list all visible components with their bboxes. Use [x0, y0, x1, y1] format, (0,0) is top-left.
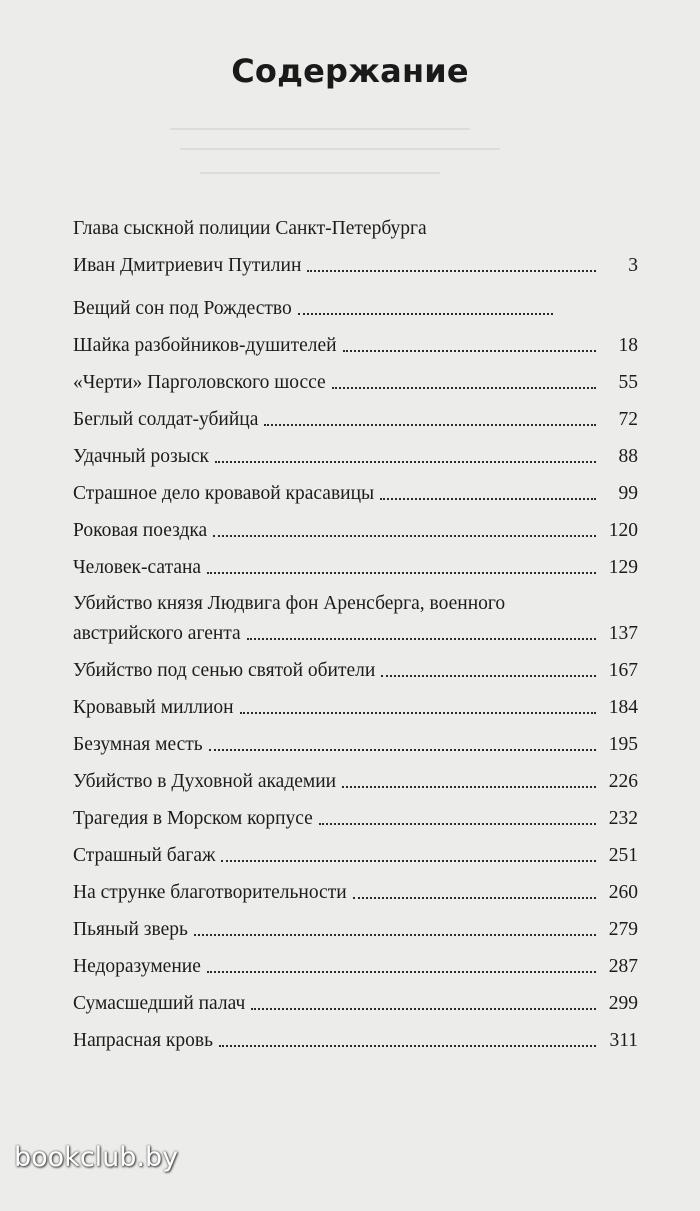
toc-entry	[73, 394, 638, 431]
toc-page-number: 72	[618, 409, 638, 430]
toc-page-number: 226	[608, 771, 638, 792]
toc-entry	[73, 1015, 638, 1052]
page-title: Содержание	[231, 52, 469, 90]
toc-page-number: 3	[628, 255, 638, 276]
dot-leader	[319, 823, 596, 825]
dot-leader	[343, 350, 596, 352]
dot-leader	[207, 971, 596, 973]
toc-entry-title: Безумная месть	[73, 734, 203, 755]
toc-entry-title: Кровавый миллион	[73, 697, 234, 718]
toc-entry	[73, 542, 638, 579]
toc-entry-title: австрийского агента	[73, 623, 241, 644]
toc-page-number: 279	[608, 919, 638, 940]
toc-entry-title: Убийство князя Людвига фон Аренсберга, военного	[73, 593, 506, 614]
toc-entry-long	[73, 615, 638, 645]
toc-entry	[73, 357, 638, 394]
dot-leader	[194, 934, 596, 936]
dot-leader	[380, 498, 596, 500]
dot-leader	[353, 897, 596, 899]
toc-entry-title: Человек-сатана	[73, 557, 202, 578]
toc-entry-title: Сумасшедший палач	[73, 993, 246, 1014]
toc-entry	[73, 941, 638, 978]
toc-entry-title: Напрасная кровь	[73, 1030, 213, 1051]
toc-entry-title: На струнке благотворительности	[73, 882, 347, 903]
toc-page-number: 129	[608, 557, 638, 578]
table-of-contents	[73, 210, 638, 1052]
toc-entry-title: Недоразумение	[73, 956, 201, 977]
toc-entry-title: Пьяный зверь	[73, 919, 188, 940]
toc-entry-title: Удачный розыск	[73, 446, 209, 467]
dot-leader	[207, 572, 596, 574]
toc-entry	[73, 830, 638, 867]
dot-leader	[247, 638, 596, 640]
dot-leader	[307, 270, 596, 272]
toc-entry-title: Убийство в Духовной академии	[73, 771, 337, 792]
toc-page-number: 287	[608, 956, 638, 977]
toc-entry-title: Глава сыскной полиции Санкт-Петербурга	[73, 218, 427, 239]
toc-page-number: 299	[608, 993, 638, 1014]
toc-page-number: 232	[608, 808, 638, 829]
dot-leader	[381, 675, 596, 677]
toc-entry-title: Вещий сон под Рождество	[73, 298, 292, 319]
toc-page-number: 260	[608, 882, 638, 903]
toc-entry-title: Страшное дело кровавой красавицы	[73, 483, 375, 504]
dot-leader	[213, 535, 596, 537]
toc-entry	[73, 645, 638, 682]
dot-leader	[240, 712, 596, 714]
toc-entry-title: Иван Дмитриевич Путилин	[73, 255, 302, 276]
dot-leader	[342, 786, 596, 788]
toc-entry	[73, 978, 638, 1015]
dot-leader	[219, 1045, 596, 1047]
toc-page-number: 195	[608, 734, 638, 755]
toc-entry	[73, 793, 638, 830]
toc-entry-title: «Черти» Парголовского шоссе	[73, 372, 326, 393]
toc-page-number: 137	[608, 623, 638, 644]
watermark-text: bookclub.by	[14, 1142, 179, 1173]
toc-entry	[73, 719, 638, 756]
toc-entry-title: Шайка разбойников-душителей	[73, 335, 337, 356]
toc-page-number: 311	[609, 1030, 638, 1051]
toc-page-number: 99	[618, 483, 638, 504]
toc-entry-title: Беглый солдат-убийца	[73, 409, 259, 430]
toc-page-number: 167	[608, 660, 638, 681]
toc-entry-intro-line1	[73, 210, 638, 240]
dot-leader	[251, 1008, 596, 1010]
dot-leader	[209, 749, 596, 751]
toc-entry	[73, 431, 638, 468]
toc-entry	[73, 505, 638, 542]
toc-entry	[73, 867, 638, 904]
dot-leader	[332, 387, 596, 389]
toc-entry-title: Роковая поездка	[73, 520, 208, 541]
toc-page-number: 18	[618, 335, 638, 356]
toc-entry-intro	[73, 240, 638, 277]
toc-page-number: 88	[618, 446, 638, 467]
dot-leader	[264, 424, 596, 426]
toc-entry-long-line1	[73, 579, 638, 615]
toc-entry-title: Убийство под сенью святой обители	[73, 660, 376, 681]
toc-page-number: 251	[608, 845, 638, 866]
toc-entry	[73, 682, 638, 719]
toc-entry	[73, 468, 638, 505]
toc-entry	[73, 756, 638, 793]
dot-leader	[221, 860, 596, 862]
toc-section-heading	[73, 281, 638, 320]
toc-entry-title: Трагедия в Морском корпусе	[73, 808, 313, 829]
dot-leader	[298, 313, 553, 315]
bleed-through-line	[180, 148, 500, 150]
toc-entry	[73, 904, 638, 941]
bleed-through-line	[170, 128, 470, 130]
bleed-through-line	[200, 172, 440, 174]
dot-leader	[215, 461, 596, 463]
toc-entry-title: Страшный багаж	[73, 845, 216, 866]
toc-page-number: 55	[618, 372, 638, 393]
toc-page-number: 120	[608, 520, 638, 541]
toc-entry	[73, 320, 638, 357]
toc-page-number: 184	[608, 697, 638, 718]
